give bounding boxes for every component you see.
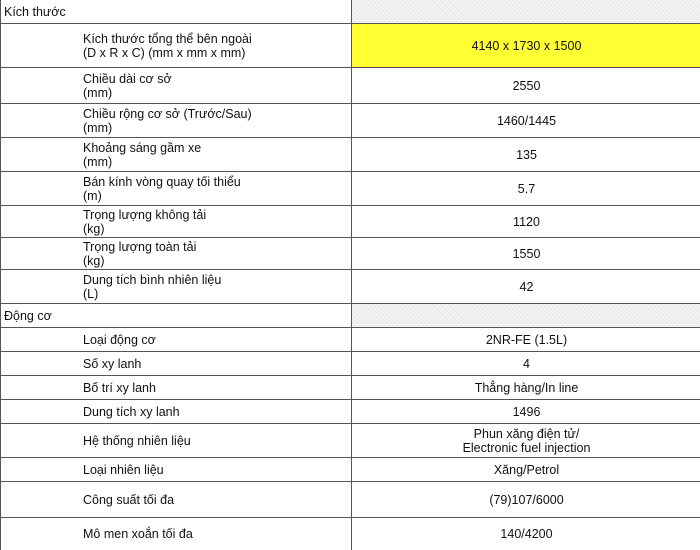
spec-value: 1460/1445 [496,113,557,128]
spec-row-cylinder-layout [1,376,700,400]
spec-label: Dung tích bình nhiên liệu (L) [1,270,352,303]
spec-value: 5.7 [517,181,536,196]
spec-value-highlighted: 4140 x 1730 x 1500 [352,24,700,67]
spec-value: 2550 [512,78,541,93]
section-row-engine [1,304,700,328]
spec-value: Thẳng hàng/In line [474,380,579,395]
spec-row-displacement [1,400,700,424]
spec-value: 1550 [512,246,541,261]
spec-label: Trọng lượng không tải (kg) [1,206,352,237]
spec-value: Xăng/Petrol [493,462,560,477]
spec-value: 1120 [513,214,540,229]
spec-label: Chiều dài cơ sở (mm) [1,68,352,103]
spec-value: 135 [516,147,537,162]
spec-label: Công suất tối đa [1,482,352,517]
spec-label: Bố trí xy lanh [1,376,352,399]
spec-row-gross-weight [1,238,700,270]
section-title-engine: Động cơ [1,304,352,327]
spec-row-overall-size [1,24,700,68]
spec-label: Số xy lanh [1,352,352,375]
spec-label: Chiều rộng cơ sở (Trước/Sau) (mm) [1,104,352,137]
spec-label: Hệ thống nhiên liệu [1,424,352,457]
spec-row-track [1,104,700,138]
spec-value: 1496 [512,404,541,419]
spec-value: (79)107/6000 [489,492,564,507]
spec-label: Dung tích xy lanh [1,400,352,423]
spec-value: 4 [523,356,530,371]
spec-row-turning-radius [1,172,700,206]
spec-row-cylinders [1,352,700,376]
spec-value: 42 [519,279,534,294]
section-row-dimensions [1,0,700,24]
spec-label: Trọng lượng toàn tải (kg) [1,238,352,269]
spec-value: 140/4200 [500,527,553,541]
spec-label: Mô men xoắn tối đa [1,518,352,550]
spec-row-ground-clearance [1,138,700,172]
spec-label: Bán kính vòng quay tối thiểu (m) [1,172,352,205]
spec-value: 2NR-FE (1.5L) [485,332,568,347]
spec-row-fuel-type [1,458,700,482]
spec-row-wheelbase [1,68,700,104]
spec-row-fuel-tank [1,270,700,304]
spec-label: Loại động cơ [1,328,352,351]
spec-row-curb-weight [1,206,700,238]
section-fill [352,0,700,23]
section-title-dimensions: Kích thước [1,0,352,23]
section-fill [352,304,700,327]
spec-row-max-torque [1,518,700,550]
spec-label: Khoảng sáng gầm xe (mm) [1,138,352,171]
spec-label: Loại nhiên liệu [1,458,352,481]
spec-row-max-power [1,482,700,518]
spec-label: Kích thước tổng thể bên ngoài (D x R x C) (mm x mm x mm) [1,24,352,67]
spec-row-engine-type [1,328,700,352]
spec-row-fuel-system [1,424,700,458]
spec-value: Phun xăng điện tử/ Electronic fuel injection [462,426,591,455]
